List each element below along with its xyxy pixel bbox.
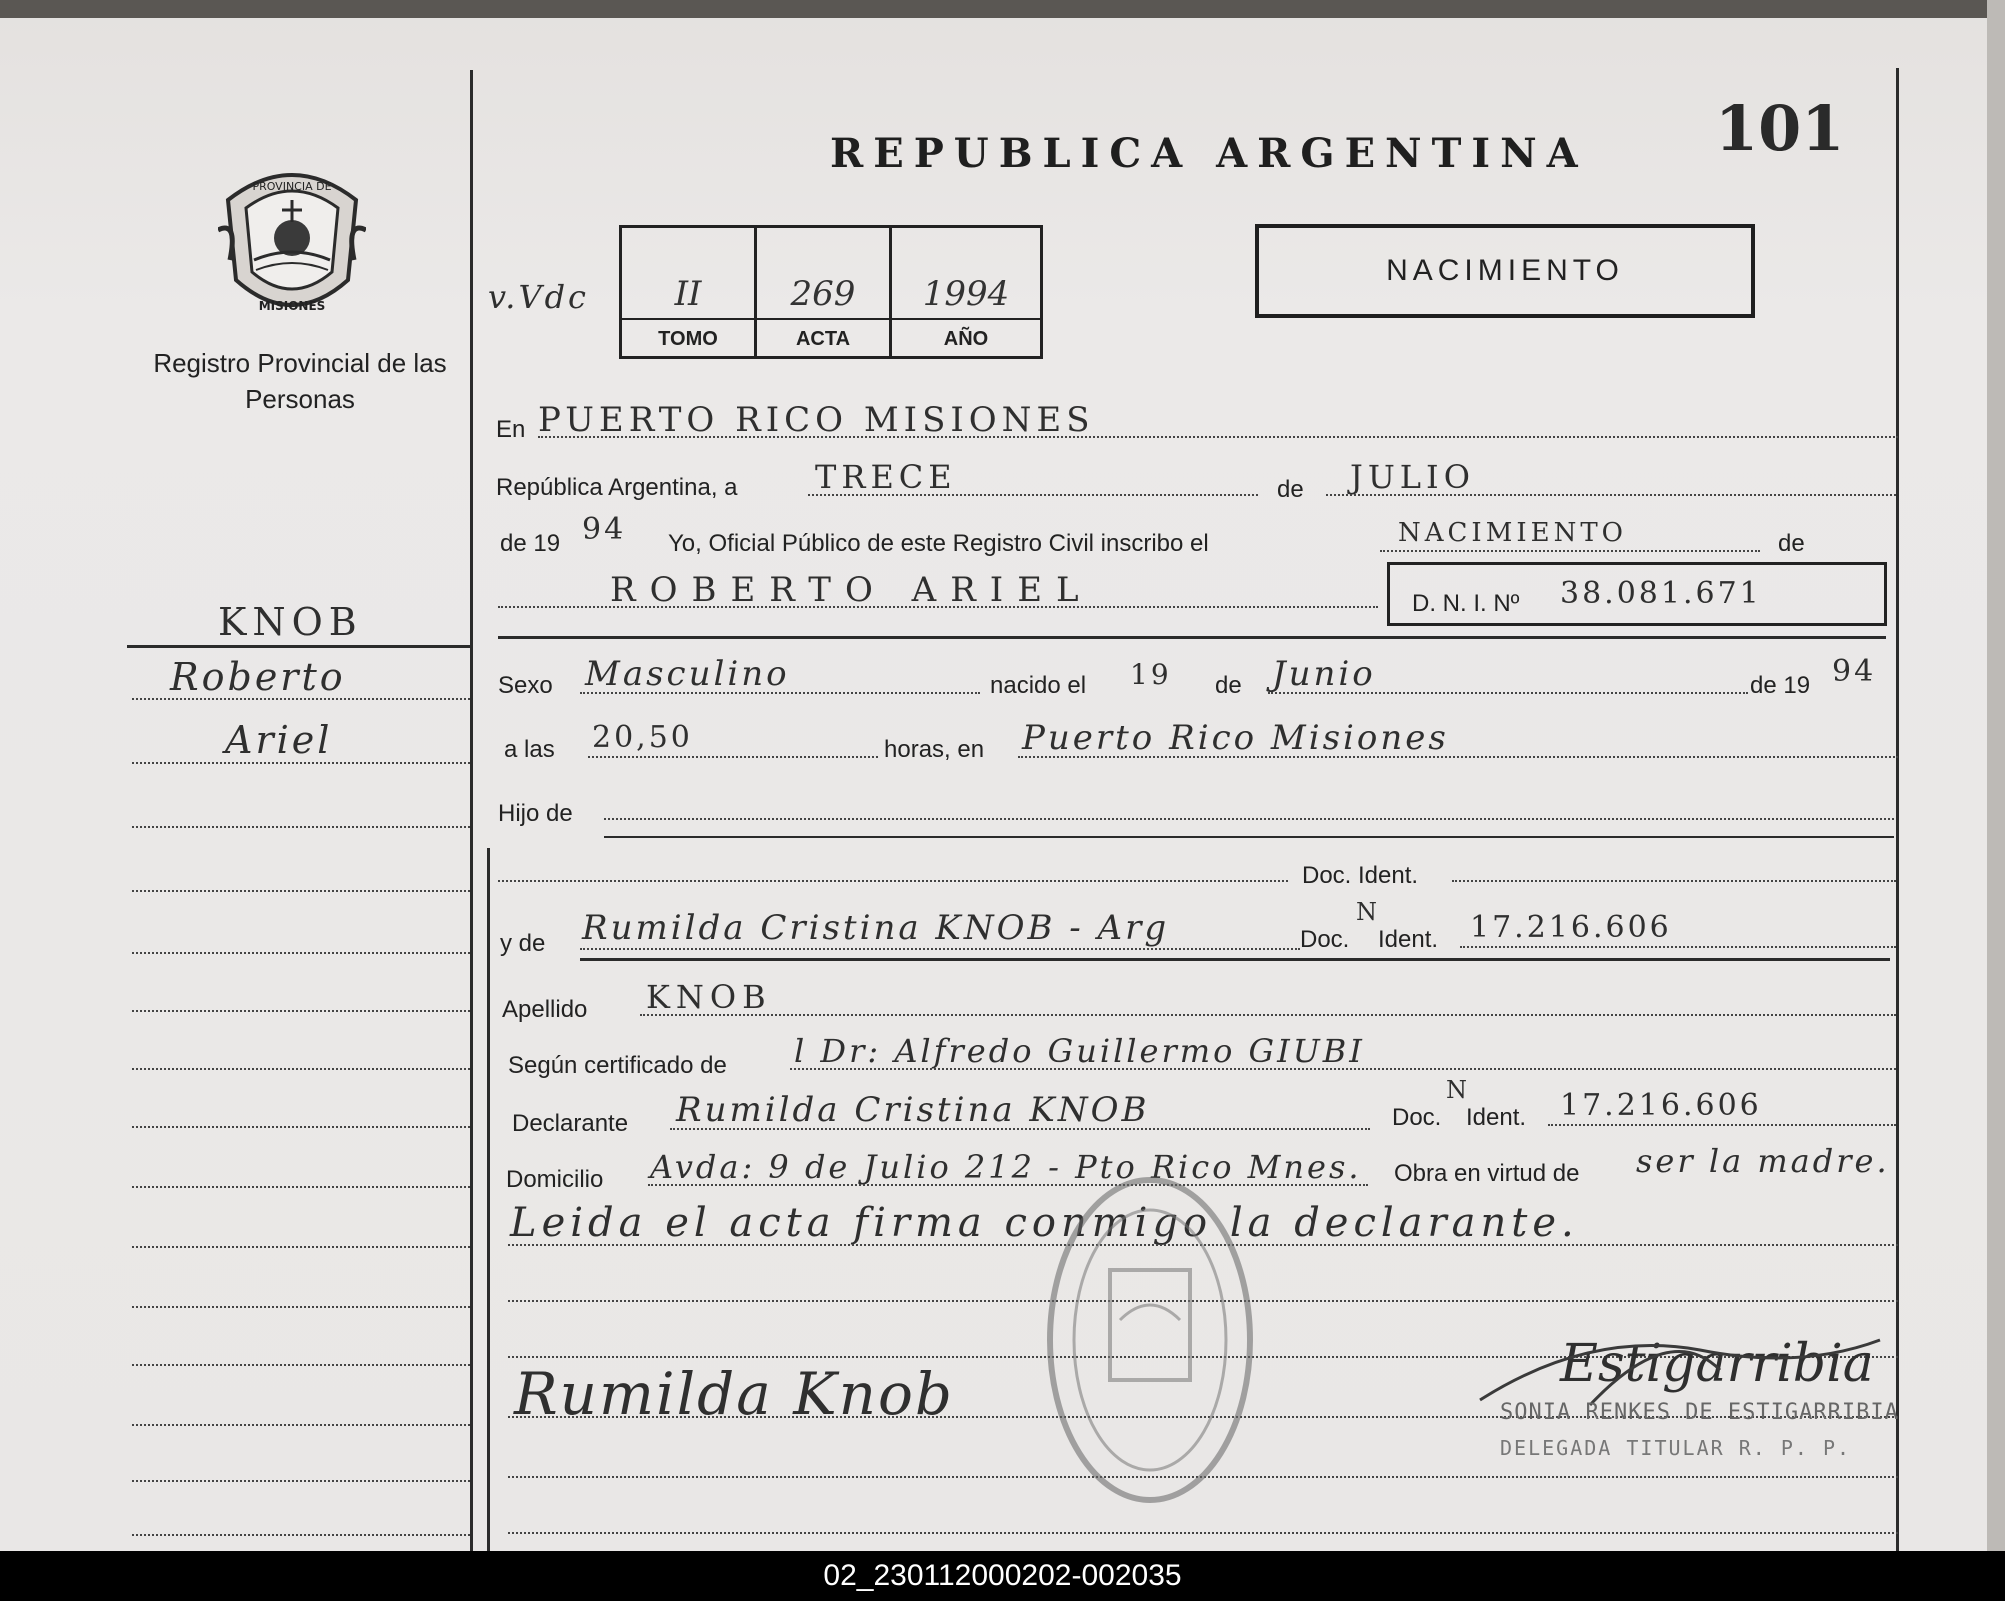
official-seal-icon <box>1040 1170 1260 1510</box>
margin-line <box>132 762 470 764</box>
day-words-value: TRECE <box>815 458 957 496</box>
closing-line: Leida el acta firma conmigo la declarante. <box>510 1200 1579 1246</box>
official-name: SONIA RENKES DE ESTIGARRIBIA <box>1500 1400 1899 1425</box>
sexo-label: Sexo <box>498 672 553 699</box>
de-child-label: de <box>1778 530 1805 557</box>
birth-place-line <box>1018 756 1898 758</box>
tomo-value: II <box>674 274 702 314</box>
mother-line <box>580 948 1300 950</box>
margin-line <box>132 1480 470 1482</box>
birth-day-value: 19 <box>1130 658 1172 691</box>
dni-value: 38.081.671 <box>1560 576 1762 611</box>
margin-middle-name: Ariel <box>225 718 333 762</box>
tomo-cell <box>622 228 757 356</box>
place-value: PUERTO RICO MISIONES <box>538 400 1095 440</box>
margin-line <box>132 890 470 892</box>
birth-year-value: 94 <box>1832 654 1877 689</box>
horas-label: horas, en <box>884 736 985 763</box>
margin-surname-rule <box>127 645 470 648</box>
de19-label: de 19 <box>1750 672 1811 699</box>
domicilio-value: Avda: 9 de Julio 212 - Pto Rico Mnes. <box>650 1148 1362 1186</box>
declarante-label: Declarante <box>512 1110 629 1137</box>
margin-first-name: Roberto <box>170 655 346 699</box>
margin-line <box>132 1306 470 1308</box>
declarante-ident-label: Ident. <box>1466 1104 1527 1131</box>
mother-doc-label: Doc. <box>1300 926 1350 953</box>
month-line <box>1326 494 1896 496</box>
republica-label: República Argentina, a <box>496 474 738 501</box>
declarante-value: Rumilda Cristina KNOB <box>676 1090 1150 1130</box>
declarante-doc-label: Doc. <box>1392 1104 1442 1131</box>
oficial-text: Yo, Oficial Público de este Registro Civil inscribo el <box>668 530 1209 557</box>
domicilio-label: Domicilio <box>506 1166 604 1193</box>
obra-value: ser la madre. <box>1636 1142 1890 1180</box>
margin-line <box>132 1126 470 1128</box>
registry-name: Registro Provincial de las Personas <box>153 348 447 414</box>
margin-line <box>132 826 470 828</box>
blank-rule <box>508 1532 1898 1534</box>
year-suffix-value: 94 <box>582 512 627 547</box>
parents-rule <box>580 958 1890 961</box>
father-doc-label: Doc. Ident. <box>1302 862 1419 889</box>
emblem-bottom-text: MISIONES <box>258 299 326 313</box>
year-prefix-label: de 19 <box>500 530 561 557</box>
certificado-value: l Dr: Alfredo Guillermo GIUBI <box>794 1032 1365 1070</box>
margin-line <box>132 1010 470 1012</box>
margin-line <box>132 1186 470 1188</box>
margin-line <box>132 1246 470 1248</box>
birth-month-line <box>1268 692 1748 694</box>
hijo-line <box>604 818 1894 820</box>
acta-value: 269 <box>790 274 856 314</box>
a-las-label: a las <box>504 736 555 763</box>
inscribe-line <box>1380 550 1760 552</box>
margin-divider <box>470 70 473 1551</box>
form-right-border <box>1896 68 1899 1551</box>
apellido-line <box>640 1014 1896 1016</box>
ano-label: AÑO <box>943 328 989 350</box>
image-id-footer: 02_230112000202-002035 <box>0 1551 2005 1601</box>
child-name-value: ROBERTO ARIEL <box>610 570 1093 610</box>
margin-line <box>132 952 470 954</box>
obra-label: Obra en virtud de <box>1394 1160 1580 1187</box>
place-line <box>538 436 1898 438</box>
sexo-value: Masculino <box>585 654 790 694</box>
apellido-value: KNOB <box>646 978 772 1016</box>
date-line <box>808 494 1258 496</box>
certificado-line <box>790 1068 1896 1070</box>
y-de-label: y de <box>500 930 546 957</box>
de-month-label: de <box>1277 476 1304 503</box>
declarante-doc-line <box>1548 1124 1896 1126</box>
mother-doc-value: 17.216.606 <box>1470 910 1672 945</box>
mother-doc-line <box>1460 946 1896 948</box>
page-number: 101 <box>1715 92 1845 165</box>
month-value: JULIO <box>1350 458 1475 496</box>
tomo-label: TOMO <box>658 328 718 350</box>
en-label: En <box>496 416 526 443</box>
nacido-label: nacido el <box>990 672 1087 699</box>
de-birth-month-label: de <box>1215 672 1242 699</box>
margin-line <box>132 698 470 700</box>
hijo-label: Hijo de <box>498 800 573 827</box>
official-title: DELEGADA TITULAR R. P. P. <box>1500 1436 1852 1460</box>
annotation-note: v.Vdc <box>488 278 589 316</box>
hijo-rule <box>604 836 1894 838</box>
margin-surname: KNOB <box>218 600 363 644</box>
child-section-rule <box>498 636 1886 639</box>
declarante-line <box>670 1128 1370 1130</box>
declarante-doc-value: 17.216.606 <box>1560 1088 1762 1123</box>
official-signature: Estigarribia <box>1560 1334 1874 1394</box>
mother-n-mark: N <box>1356 898 1380 926</box>
domicilio-line <box>648 1184 1368 1186</box>
father-doc-line <box>498 880 1288 882</box>
margin-line <box>132 1364 470 1366</box>
birth-month-value: Junio <box>1272 654 1376 694</box>
misiones-emblem-icon <box>218 160 366 324</box>
declarante-n-mark: N <box>1446 1076 1470 1104</box>
birth-place-value: Puerto Rico Misiones <box>1022 718 1449 758</box>
margin-line <box>132 1534 470 1536</box>
emblem-top-text: PROVINCIA DE <box>252 180 332 193</box>
birth-time-value: 20,50 <box>592 720 693 755</box>
margin-line <box>132 1424 470 1426</box>
page-right-edge <box>1987 0 2005 1551</box>
inscribe-type-value: NACIMIENTO <box>1398 518 1627 548</box>
page-top-edge <box>0 0 2005 18</box>
ano-value: 1994 <box>922 274 1010 314</box>
ano-cell <box>892 228 1040 356</box>
record-type-box: NACIMIENTO <box>1255 224 1755 318</box>
time-line <box>588 756 878 758</box>
form-left-border <box>487 848 490 1551</box>
certificado-label: Según certificado de <box>508 1052 727 1079</box>
mother-value: Rumilda Cristina KNOB - Arg <box>582 908 1170 948</box>
declarante-signature: Rumilda Knob <box>514 1360 954 1428</box>
margin-line <box>132 1068 470 1070</box>
sexo-line <box>580 692 980 694</box>
acta-label: ACTA <box>795 328 851 350</box>
dni-label: D. N. I. Nº <box>1412 590 1520 617</box>
country-title: REPUBLICA ARGENTINA <box>830 130 1588 177</box>
apellido-label: Apellido <box>502 996 588 1023</box>
acta-cell <box>757 228 892 356</box>
child-name-line <box>498 606 1378 608</box>
father-doc-value-line <box>1452 880 1896 882</box>
mother-ident-label: Ident. <box>1378 926 1439 953</box>
registry-table <box>619 225 1043 359</box>
